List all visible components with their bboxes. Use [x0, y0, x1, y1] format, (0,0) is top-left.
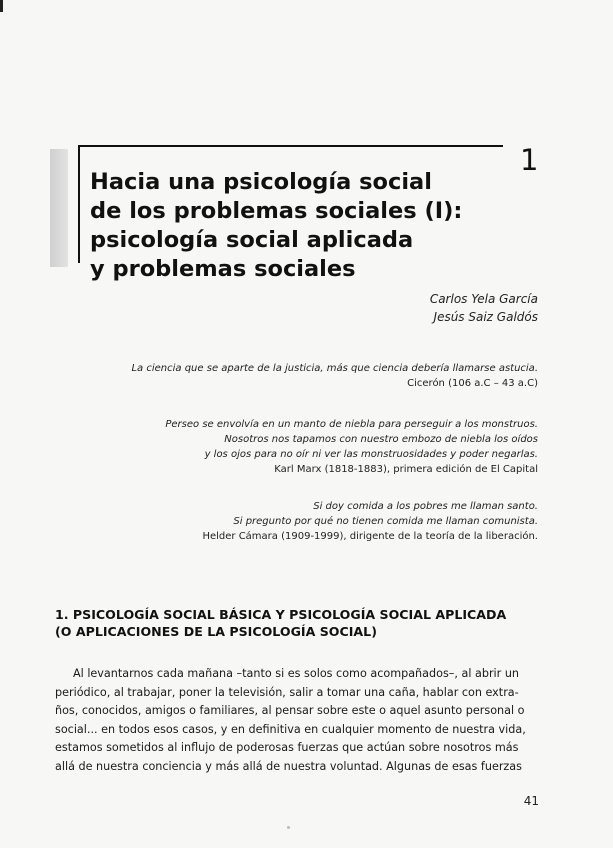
scan-speck [287, 826, 290, 829]
section-heading-line: 1. PSICOLOGÍA SOCIAL BÁSICA Y PSICOLOGÍA SOCIAL APLICADA [55, 607, 507, 622]
epigraph-quote-line: Perseo se envolvía en un manto de niebla para perseguir a los monstruos. [165, 419, 538, 430]
author-name: Jesús Saiz Galdós [433, 310, 538, 324]
epigraph [165, 417, 538, 477]
title-horizontal-rule [78, 145, 503, 147]
chapter-number: 1 [520, 143, 539, 177]
body-line: ños, conocidos, amigos o familiares, al pensar sobre este o aquel asunto personal o [55, 704, 525, 718]
epigraph-quote-line: Nosotros nos tapamos con nuestro embozo de niebla los oídos [224, 434, 538, 445]
epigraph [202, 499, 538, 544]
chapter-title-line: y problemas sociales [90, 256, 356, 282]
body-line: Al levantarnos cada mañana –tanto si es solos como acompañados–, al abrir un [73, 667, 519, 680]
epigraph-quote-line: Si doy comida a los pobres me llaman santo. [313, 501, 538, 512]
epigraph-source: Helder Cámara (1909-1999), dirigente de la teoría de la liberación. [202, 531, 538, 542]
body-line: allá de nuestra conciencia y más allá de nuestra voluntad. Algunas de esas fuerzas [55, 759, 522, 773]
epigraph [131, 361, 538, 391]
body-line: estamos sometidos al influjo de poderosas fuerzas que actúan sobre nosotros más [55, 741, 519, 755]
epigraph-quote-line: Si pregunto por qué no tienen comida me llaman comunista. [233, 516, 538, 527]
chapter-title [90, 168, 490, 284]
section-heading [55, 606, 525, 640]
chapter-title-line: psicología social aplicada [90, 227, 414, 253]
section-heading-line: (O APLICACIONES DE LA PSICOLOGÍA SOCIAL) [55, 624, 377, 639]
title-vertical-rule [78, 145, 80, 263]
body-paragraph [55, 665, 539, 777]
decorative-gray-band [50, 149, 68, 267]
epigraph-quote-line: La ciencia que se aparte de la justicia, más que ciencia debería llamarse astucia. [131, 363, 538, 374]
chapter-title-line: de los problemas sociales (I): [90, 198, 463, 224]
chapter-title-line: Hacia una psicología social [90, 169, 432, 195]
epigraph-quote-line: y los ojos para no oír ni ver las monstruosidades y poder negarlas. [204, 449, 538, 460]
body-line: social... en todos esos casos, y en definitiva en cualquier momento de nuestra vida, [55, 722, 526, 736]
page-number: 41 [523, 794, 539, 808]
epigraph-source: Cicerón (106 a.C – 43 a.C) [407, 378, 538, 389]
body-line: periódico, al trabajar, poner la televisión, salir a tomar una caña, hablar con extra- [55, 685, 519, 699]
corner-mark [0, 0, 3, 12]
epigraph-source: Karl Marx (1818-1883), primera edición de El Capital [274, 464, 538, 475]
author-name: Carlos Yela García [429, 292, 538, 306]
